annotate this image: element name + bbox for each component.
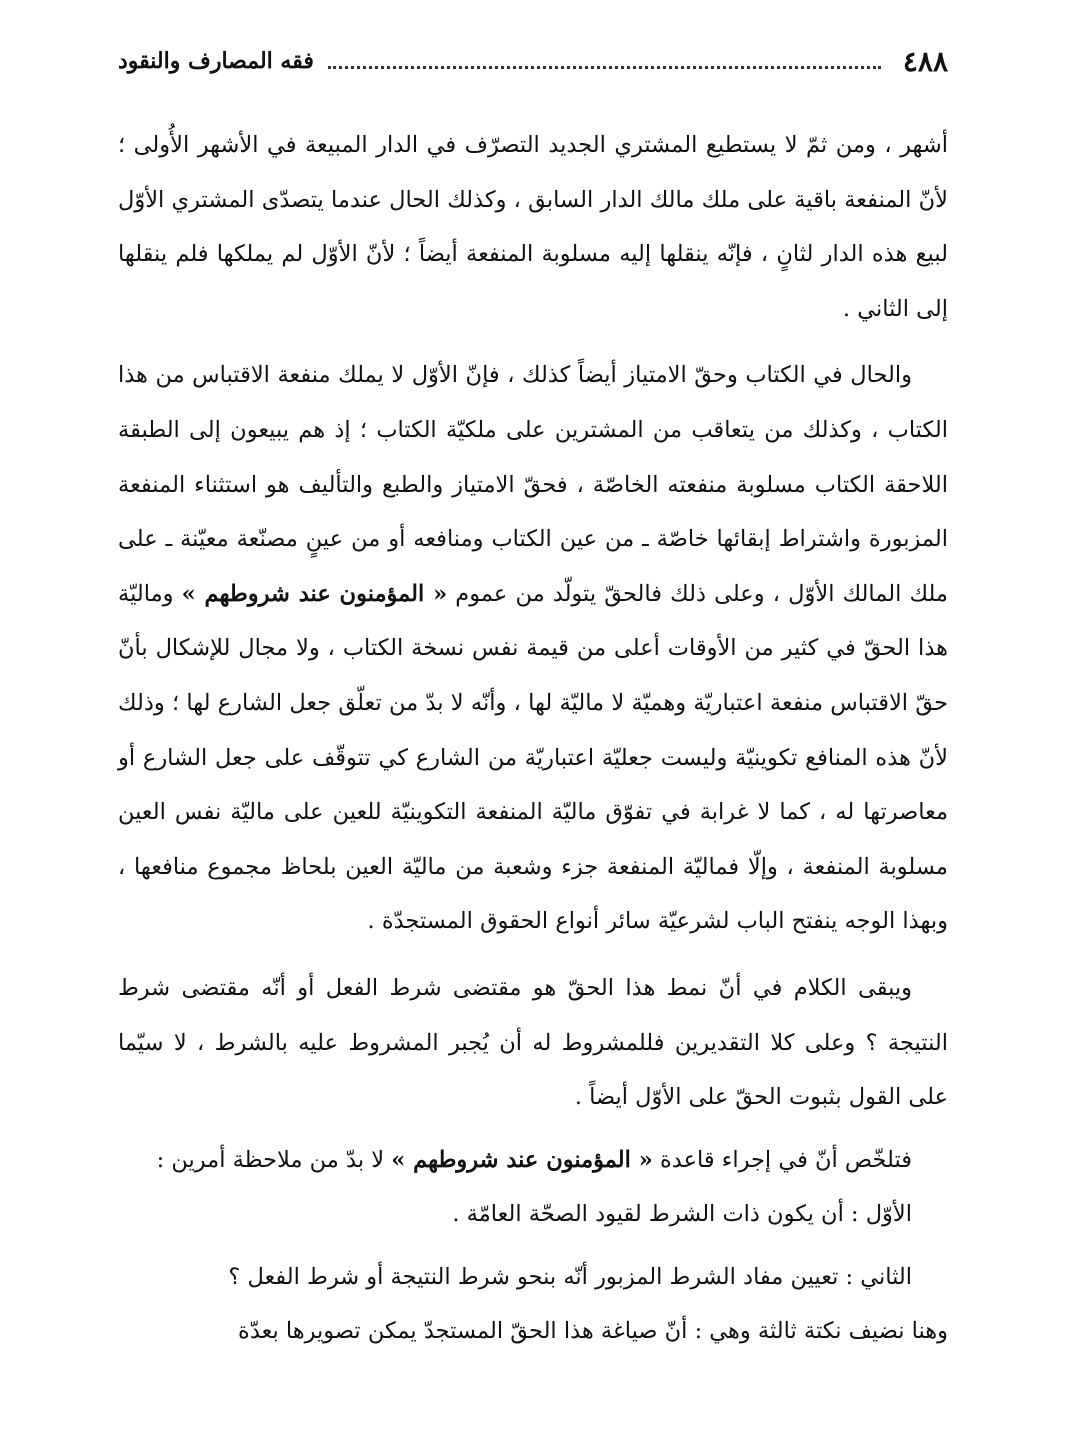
paragraph-2-text-b: وماليّة هذا الحقّ في كثير من الأوقات أعلى من قيمة نفس نسخة الكتاب ، ولا مجال للإشكال بأنّ حقّ الاقتباس منفعة اعتباريّة وهميّة لا ماليّة لها ، وأنّه لا بدّ من تعلّق جعل الشارع لها ؛ وذلك لأنّ هذه المنافع تكوينيّة وليست جعليّة اعتباريّة من الشارع كي تتوقّف على جعل الشارع أو معاصرتها له ، كما لا غرابة في تفوّق ماليّة المنفعة التكوينيّة للعين على ماليّة نفس العين مسلوبة المنفعة ، وإلّا فماليّة المنفعة جزء وشعبة من ماليّة العين بلحاظ مجموع منافعها ، وبهذا الوجه ينفتح الباب لشرعيّة سائر أنواع الحقوق المستجدّة .: [118, 580, 948, 935]
paragraph-3: ويبقى الكلام في أنّ نمط هذا الحقّ هو مقتضى شرط الفعل أو أنّه مقتضى شرط النتيجة ؟ وعلى كلا التقديرين فللمشروط له أن يُجبر المشروط عليه بالشرط ، لا سيّما على القول بثبوت الحقّ على الأوّل أيضاً .: [118, 974, 948, 1111]
paragraph-2-text-a: والحال في الكتاب وحقّ الامتياز أيضاً كذلك ، فإنّ الأوّل لا يملك منفعة الاقتباس من هذا الكتاب ، وكذلك من يتعاقب من المشترين على ملكيّة الكتاب ؛ إذ هم يبيعون إلى الطبقة اللاحقة الكتاب مسلوبة منفعته الخاصّة ، فحقّ الامتياز والطبع والتأليف هو استثناء المنفعة المزبورة واشتراط إبقائها خاصّة ـ من عين الكتاب ومنافعه أو من عينٍ مصنّعة معيّنة ـ على ملك المالك الأوّل ، وعلى ذلك فالحقّ يتولّد من عموم: [118, 362, 948, 607]
paragraph-4-quote: « المؤمنون عند شروطهم »: [391, 1146, 653, 1173]
page-body: [118, 118, 948, 1359]
paragraph-4: [118, 1133, 948, 1188]
paragraph-7: وهنا نضيف نكتة ثالثة وهي : أنّ صياغة هذا الحقّ المستجدّ يمكن تصويرها بعدّة: [238, 1318, 948, 1345]
page-number: ٤٨٨: [902, 44, 948, 78]
book-page: [118, 40, 948, 1359]
paragraph-5: الأوّل : أن يكون ذات الشرط لقيود الصحّة العامّة .: [452, 1201, 912, 1228]
paragraph-4-text-a: فتلخّص أنّ في إجراء قاعدة: [652, 1146, 912, 1173]
paragraph-1: أشهر ، ومن ثمّ لا يستطيع المشتري الجديد التصرّف في الدار المبيعة في الأشهر الأُولى ؛ لأنّ المنفعة باقية على ملك مالك الدار السابق ، وكذلك الحال عندما يتصدّى المشتري الأوّل لبيع هذه الدار لثانٍ ، فإنّه ينقلها إليه مسلوبة المنفعة أيضاً ؛ لأنّ الأوّل لم يملكها فلم ينقلها إلى الثاني .: [118, 132, 948, 322]
paragraph-4-text-b: لا بدّ من ملاحظة أمرين :: [156, 1146, 392, 1173]
paragraph-6: الثاني : تعيين مفاد الشرط المزبور أنّه بنحو شرط النتيجة أو شرط الفعل ؟: [228, 1263, 912, 1290]
book-title: فقه المصارف والنقود: [118, 48, 314, 74]
paragraph-2-quote: « المؤمنون عند شروطهم »: [181, 580, 448, 607]
running-header: [118, 40, 948, 82]
dotted-leader: [328, 66, 881, 69]
paragraph-2: [118, 348, 948, 949]
